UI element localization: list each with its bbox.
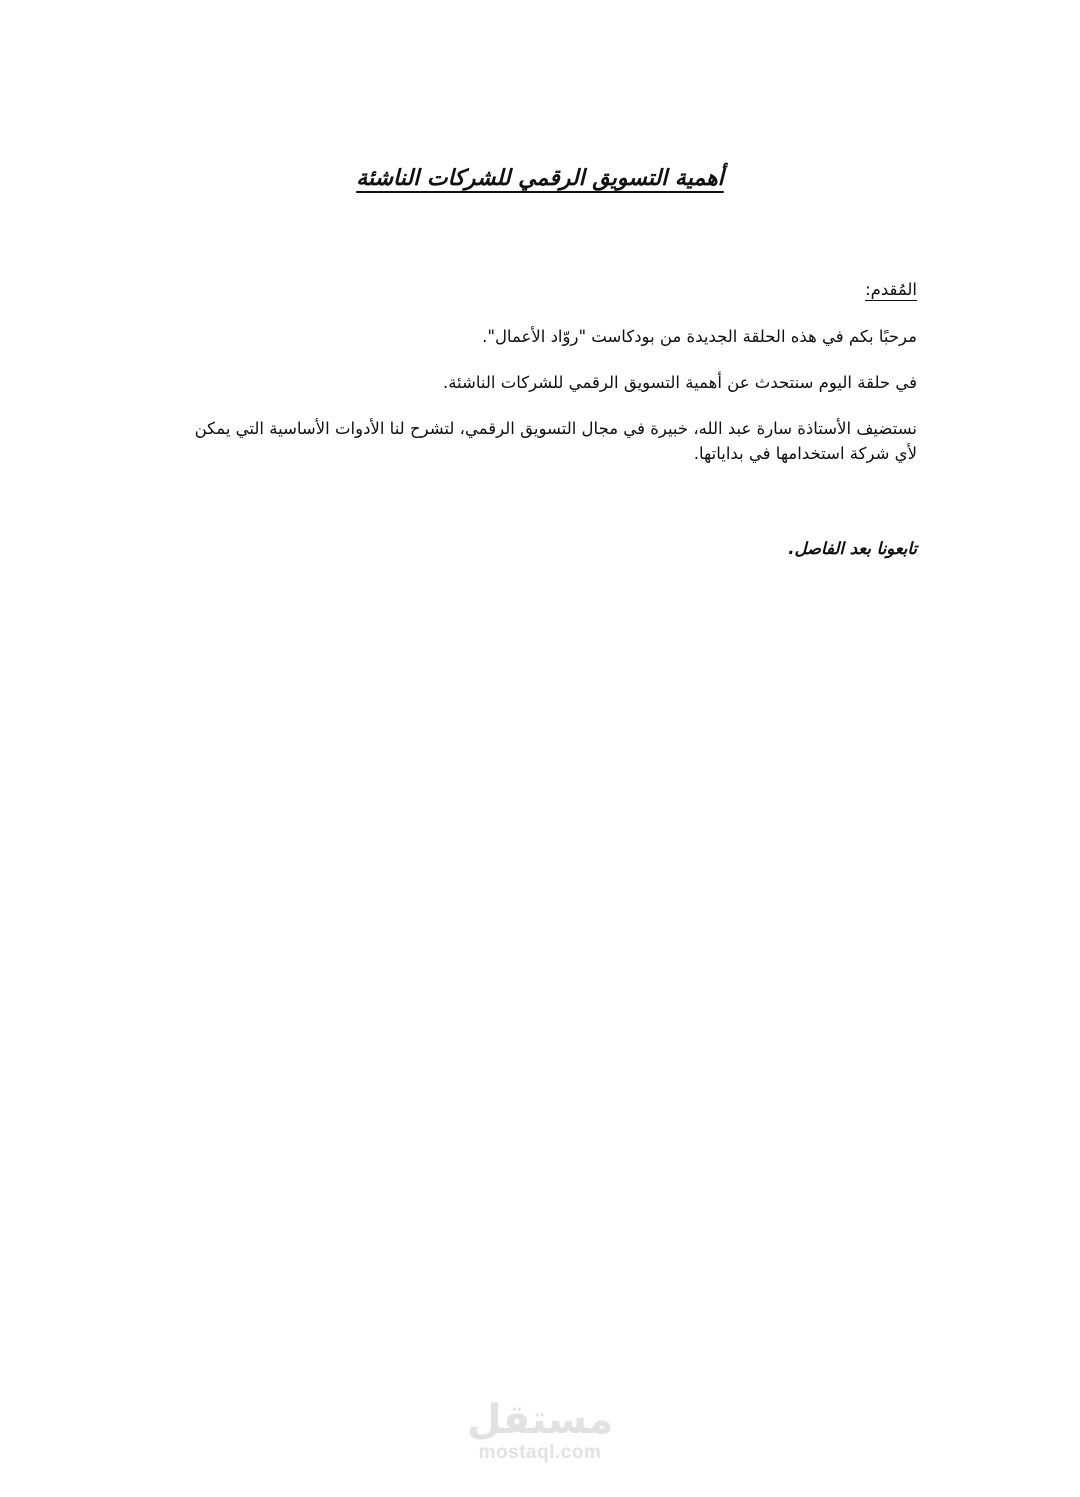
watermark-latin: mostaql.com — [478, 1442, 602, 1463]
watermark-logo — [0, 1398, 1080, 1464]
speaker-label: المُقدم: — [865, 280, 917, 299]
paragraph-guest: نستضيف الأستاذة سارة عبد الله، خبيرة في مجال التسويق الرقمي، لتشرح لنا الأدوات الأساسية التي يمكن لأي شركة استخدامها في بداياتها. — [194, 419, 917, 463]
document-title: أهمية التسويق الرقمي للشركات الناشئة — [356, 166, 724, 191]
closing-line: تابعونا بعد الفاصل. — [788, 539, 917, 558]
watermark-arabic: مستقل — [466, 1397, 614, 1443]
paragraph-topic: في حلقة اليوم سنتحدث عن أهمية التسويق الرقمي للشركات الناشئة. — [442, 373, 917, 392]
paragraph-welcome: مرحبًا بكم في هذه الحلقة الجديدة من بودكاست "روّاد الأعمال". — [482, 327, 917, 346]
